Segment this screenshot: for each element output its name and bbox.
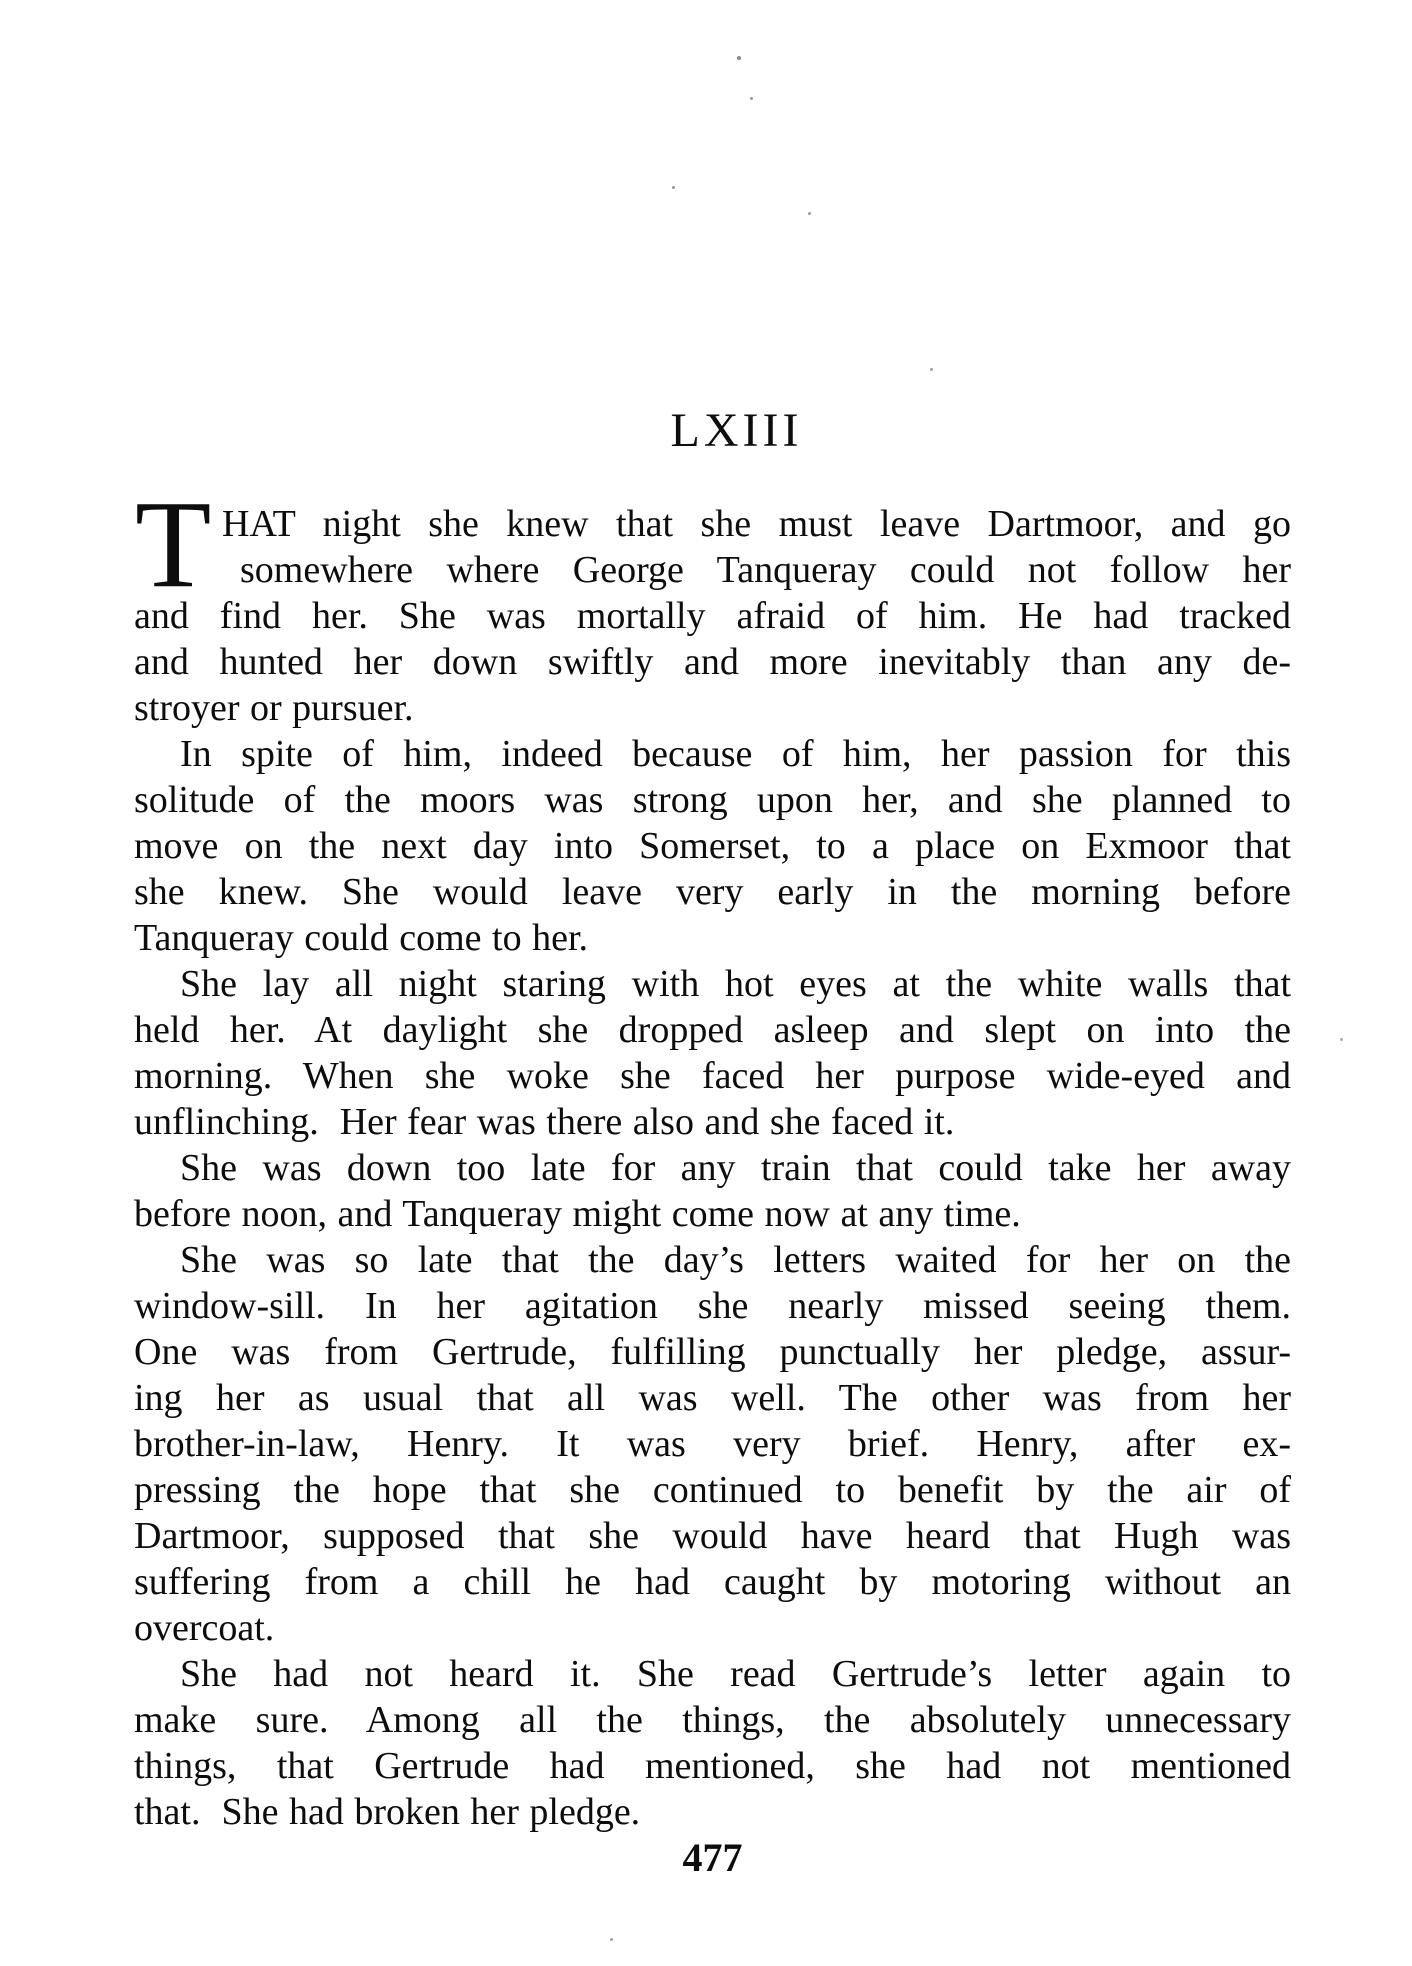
text-line: One was from Gertrude, fulfilling punctually her pledge, assur-: [134, 1331, 1291, 1373]
text-line: held her. At daylight she dropped asleep and slept on into the: [134, 1009, 1291, 1051]
text-line: she knew. She would leave very early in the morning before: [134, 871, 1291, 913]
text-line: She was so late that the day’s letters waited for her on the: [180, 1239, 1291, 1281]
text-line: brother-in-law, Henry. It was very brief. Henry, after ex-: [134, 1423, 1291, 1465]
text-line: make sure. Among all the things, the absolutely unnecessary: [134, 1699, 1291, 1741]
text-line: before noon, and Tanqueray might come now at any time.: [134, 1193, 1021, 1235]
body-text: [134, 476, 1291, 1835]
scan-speck: [1094, 848, 1097, 851]
text-line: She had not heard it. She read Gertrude’s letter again to: [180, 1653, 1291, 1695]
text-line: ing her as usual that all was well. The other was from her: [134, 1377, 1291, 1419]
text-line: morning. When she woke she faced her purpose wide-eyed and: [134, 1055, 1291, 1097]
chapter-heading-text: LXIII: [670, 404, 803, 457]
text-line: She was down too late for any train that could take her away: [180, 1147, 1291, 1189]
scan-speck: [737, 56, 741, 60]
scan-speck: [808, 212, 811, 215]
text-line: somewhere where George Tanqueray could not follow her: [240, 549, 1291, 591]
scan-speck: [1340, 1038, 1343, 1041]
text-line: solitude of the moors was strong upon her, and she planned to: [134, 779, 1291, 821]
text-line: Tanqueray could come to her.: [134, 917, 589, 959]
text-line: stroyer or pursuer.: [134, 687, 414, 729]
text-line: that. She had broken her pledge.: [134, 1791, 641, 1833]
page-number: 477: [682, 1835, 743, 1880]
text-line: Dartmoor, supposed that she would have heard that Hugh was: [134, 1515, 1291, 1557]
text-line: She lay all night staring with hot eyes at the white walls that: [180, 963, 1291, 1005]
text-line: move on the next day into Somerset, to a place on Exmoor that: [134, 825, 1291, 867]
text-line: In spite of him, indeed because of him, her passion for this: [180, 733, 1291, 775]
scan-speck: [672, 186, 675, 189]
scan-speck: [750, 97, 753, 100]
text-line: and find her. She was mortally afraid of him. He had tracked: [134, 595, 1291, 637]
text-line: unflinching. Her fear was there also and she faced it.: [134, 1101, 955, 1143]
scan-speck: [610, 1938, 613, 1941]
scan-speck: [930, 368, 933, 371]
drop-cap: T: [135, 476, 212, 614]
text-line: window-sill. In her agitation she nearly missed seeing them.: [134, 1285, 1291, 1327]
text-line: HAT night she knew that she must leave Dartmoor, and go: [222, 503, 1291, 545]
text-line: suffering from a chill he had caught by motoring without an: [134, 1561, 1291, 1603]
text-line: pressing the hope that she continued to benefit by the air of: [134, 1469, 1291, 1511]
text-line: overcoat.: [134, 1607, 275, 1649]
chapter-heading: [134, 404, 1291, 457]
text-line: and hunted her down swiftly and more inevitably than any de-: [134, 641, 1291, 683]
text-line: things, that Gertrude had mentioned, she had not mentioned: [134, 1745, 1291, 1787]
